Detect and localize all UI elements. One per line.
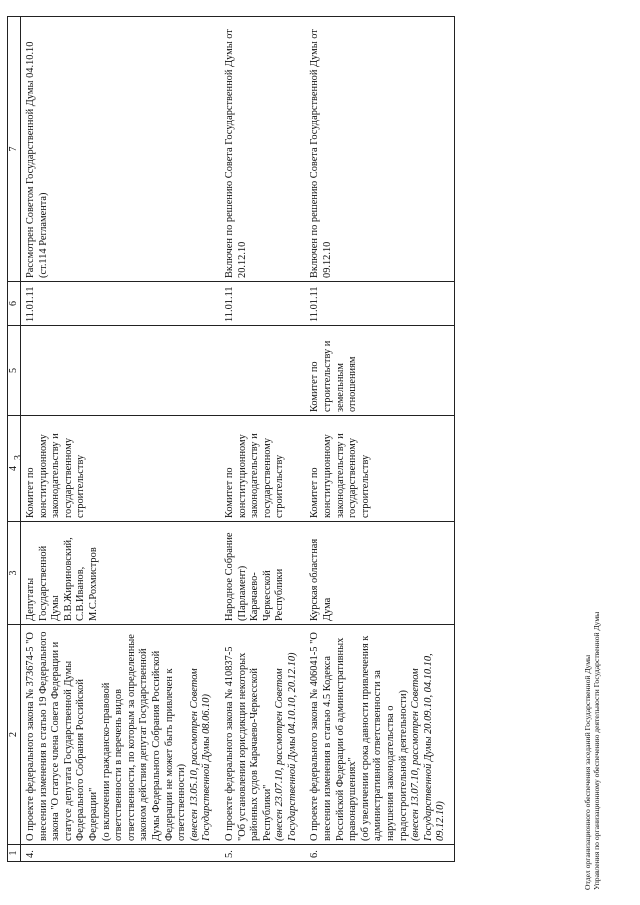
initiator-cell: Курская областная Дума xyxy=(305,522,454,625)
footer xyxy=(584,612,601,890)
row-number: 5. xyxy=(220,845,306,862)
committee-cell: Комитет по конституционному законодательству и государственному строительству xyxy=(220,416,306,522)
bill-title-cell xyxy=(21,625,220,845)
bill-note: (о включении гражданско-правовой ответственности в перечень видов ответственности, по которым за определенные законом действия депутат Государственной Думы Федерального Собрания Российской Федерации не может быть привлечен к ответственности) xyxy=(100,634,188,841)
column-header: 4 xyxy=(8,416,21,522)
table-row xyxy=(305,17,454,862)
footer-line: Управления по организационному обеспечению деятельности Государственной Думы xyxy=(591,611,601,890)
row-number: 6. xyxy=(305,845,454,862)
date-cell: 11.01.11 xyxy=(220,282,306,326)
bill-title-cell xyxy=(220,625,306,845)
initiator-cell: Депутаты Государственной Думы В.В.Жириновский, С.В.Иванов, М.С.Рохмистров xyxy=(21,522,220,625)
date-cell: 11.01.11 xyxy=(305,282,454,326)
table-row xyxy=(21,17,220,862)
bill-title-cell xyxy=(305,625,454,845)
status-cell: Включен по решению Совета Государственной Думы от 09.12.10 xyxy=(305,17,454,282)
col5-cell xyxy=(21,326,220,416)
page-number: 3 xyxy=(13,455,24,460)
column-header: 2 xyxy=(8,625,21,845)
row-number: 4. xyxy=(21,845,220,862)
status-cell: Включен по решению Совета Государственной Думы от 20.12.10 xyxy=(220,17,306,282)
bill-note: (об увеличении срока давности привлечения к административной ответственности за нарушения законодательства о градостроительной деятельности) xyxy=(359,635,409,841)
committee-cell: Комитет по конституционному законодательству и государственному строительству xyxy=(21,416,220,522)
status-cell: Рассмотрен Советом Государственной Думы 04.10.10 (ст.114 Регламента) xyxy=(21,17,220,282)
col5-cell xyxy=(220,326,306,416)
committee-cell: Комитет по конституционному законодательству и государственному строительству xyxy=(305,416,454,522)
column-header: 3 xyxy=(8,522,21,625)
bill-title: О проекте федерального закона № 410837-5 "Об установлении юрисдикции некоторых районных судов Карачаево-Черкесской Республики" xyxy=(223,646,273,841)
column-header: 5 xyxy=(8,326,21,416)
table-row xyxy=(220,17,306,862)
footer-line: Отдел организационного обеспечения заседаний Государственной Думы xyxy=(583,654,592,890)
date-cell: 11.01.11 xyxy=(21,282,220,326)
bill-title: О проекте федерального закона № 373674-5 "О внесении изменения в статью 19 Федерального закона "О статусе члена Совета Федерации и статусе депутата Государственной Думы Федерального Собрания Российской Федерации" xyxy=(25,631,99,841)
initiator-cell: Народное Собрание (Парламент) Карачаево-Черкесской Республики xyxy=(220,522,306,625)
col5-cell: Комитет по строительству и земельным отношениям xyxy=(305,326,454,416)
column-header: 6 xyxy=(8,282,21,326)
column-header: 1 xyxy=(8,845,21,862)
bill-introduced: (внесен 23.07.10, рассмотрен Советом Государственной Думы 04.10.10, 20.12.10) xyxy=(274,652,298,841)
bills-table xyxy=(7,16,455,862)
column-header-row xyxy=(8,17,21,862)
bill-introduced: (внесен 13.05.10, рассмотрен Советом Государственной Думы 08.06.10) xyxy=(188,668,213,841)
bill-introduced: (внесен 13.07.10, рассмотрен Советом Государственной Думы 20.09.10, 04.10.10, 09.12.10) xyxy=(410,653,447,841)
column-header: 7 xyxy=(8,17,21,282)
bill-title: О проекте федерального закона № 406041-5 "О внесении изменения в статью 4.5 Кодекса Российской Федерации об административных правонарушениях" xyxy=(309,632,359,841)
